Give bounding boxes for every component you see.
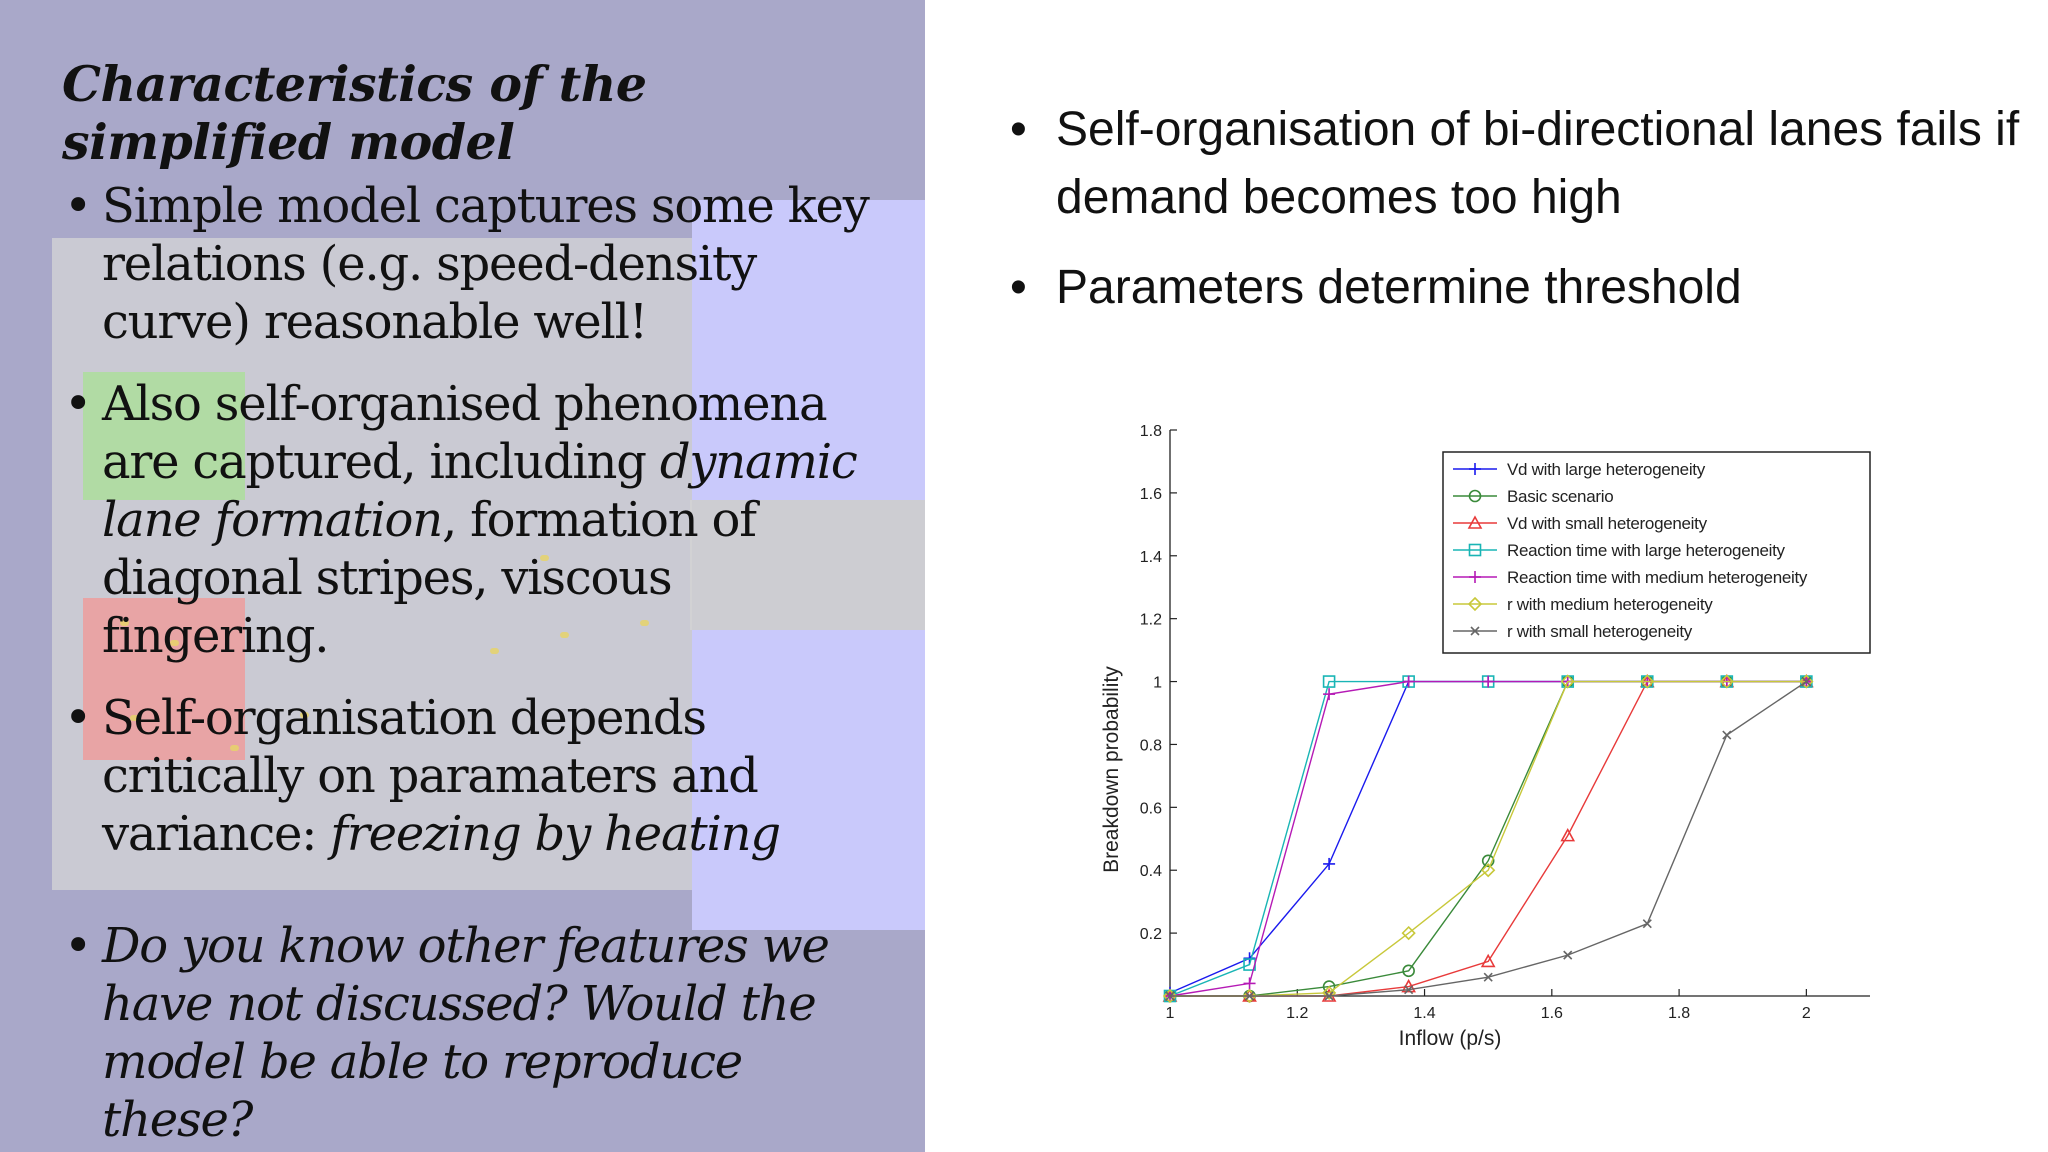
- breakdown-probability-chart: [1080, 400, 1900, 1060]
- legend-label: Basic scenario: [1507, 487, 1614, 506]
- series-line: [1170, 682, 1806, 996]
- y-tick-label: 1: [1153, 674, 1162, 692]
- right-bullet-lanes-fail: [1010, 96, 2020, 232]
- bullet-text: Parameters determine threshold: [1056, 261, 1742, 314]
- series-line: [1170, 682, 1806, 996]
- y-tick-label: 1.2: [1139, 611, 1162, 629]
- legend-label: Vd with large heterogeneity: [1507, 460, 1705, 479]
- bullet-emphasis: freezing by heating: [330, 806, 780, 862]
- series-2: [1165, 676, 1812, 1001]
- series-line: [1170, 682, 1806, 996]
- x-tick-label: 2: [1801, 1005, 1811, 1022]
- plus-marker: [1482, 676, 1494, 688]
- series-7: [1166, 678, 1810, 1000]
- bullet-text: Self-organisation of bi-directional lanes fails if demand becomes too high: [1056, 103, 2020, 224]
- left-text-content: [62, 55, 902, 1149]
- series-line: [1170, 682, 1806, 996]
- bullet-text: Simple model captures some key relations (e.g. speed-density curve) reasonable well!: [102, 178, 869, 350]
- bullet-text: , formation of diagonal stripes, viscous fingering.: [102, 492, 756, 664]
- left-panel: [0, 0, 925, 1152]
- bullet-question: [62, 917, 902, 1149]
- series-3: [1164, 676, 1812, 1001]
- x-tick-label: 1.6: [1540, 1005, 1563, 1022]
- slide-title-line-1: Characteristics of the: [62, 55, 647, 113]
- series-6: [1164, 676, 1812, 1002]
- y-axis-label: Breakdown probability: [1100, 666, 1123, 873]
- slide-title: [62, 55, 902, 171]
- series-line: [1170, 682, 1806, 996]
- x-tick-label: 1.8: [1667, 1005, 1691, 1022]
- right-bullet-threshold: [1010, 254, 2020, 322]
- bullet-self-organised-phenomena: [62, 375, 902, 665]
- y-tick-label: 1.8: [1139, 423, 1162, 440]
- x-tick-label: 1: [1165, 1005, 1175, 1022]
- x-marker: [1564, 951, 1572, 959]
- left-bullet-list: [62, 177, 902, 1149]
- right-bullet-list: [1010, 96, 2020, 322]
- series-line: [1170, 682, 1806, 996]
- chart-series: [1164, 676, 1812, 1002]
- y-tick-label: 0.6: [1139, 800, 1162, 818]
- series-line: [1170, 682, 1806, 993]
- y-tick-label: 0.2: [1139, 926, 1162, 944]
- plus-marker: [1403, 676, 1415, 688]
- x-axis-label: Inflow (p/s): [1398, 1027, 1502, 1050]
- x-tick-label: 1.2: [1286, 1005, 1309, 1022]
- series-1: [1164, 676, 1812, 999]
- chart-legend: [1443, 452, 1870, 653]
- legend-label: r with small heterogeneity: [1507, 622, 1692, 641]
- legend-label: r with medium heterogeneity: [1507, 595, 1713, 614]
- series-4: [1165, 676, 1812, 1001]
- bullet-freezing-by-heating: [62, 689, 902, 863]
- y-tick-label: 0.4: [1139, 863, 1162, 881]
- legend-entry: [1453, 568, 1808, 587]
- x-marker: [1643, 920, 1651, 928]
- x-marker: [1723, 731, 1731, 739]
- y-tick-label: 1.6: [1139, 485, 1162, 503]
- legend-label: Vd with small heterogeneity: [1507, 514, 1707, 533]
- bullet-text: Also self-organised phenomena are captured, including: [102, 376, 827, 490]
- series-5: [1164, 676, 1812, 1002]
- x-tick-label: 1.4: [1413, 1005, 1436, 1022]
- slide-title-line-2: simplified model: [62, 113, 515, 171]
- bullet-text: Self-organisation depends critically on paramaters and variance:: [102, 690, 758, 862]
- bullet-speed-density: [62, 177, 902, 351]
- y-tick-label: 1.4: [1139, 548, 1162, 566]
- y-tick-label: 0.8: [1139, 737, 1162, 755]
- bullet-text: Do you know other features we have not discussed? Would the model be able to reproduce these?: [102, 918, 829, 1148]
- legend-label: Reaction time with medium heterogeneity: [1507, 568, 1808, 587]
- legend-label: Reaction time with large heterogeneity: [1507, 541, 1785, 560]
- plus-marker: [1244, 977, 1256, 989]
- bullet-emphasis: dynamic lane formation: [102, 434, 857, 548]
